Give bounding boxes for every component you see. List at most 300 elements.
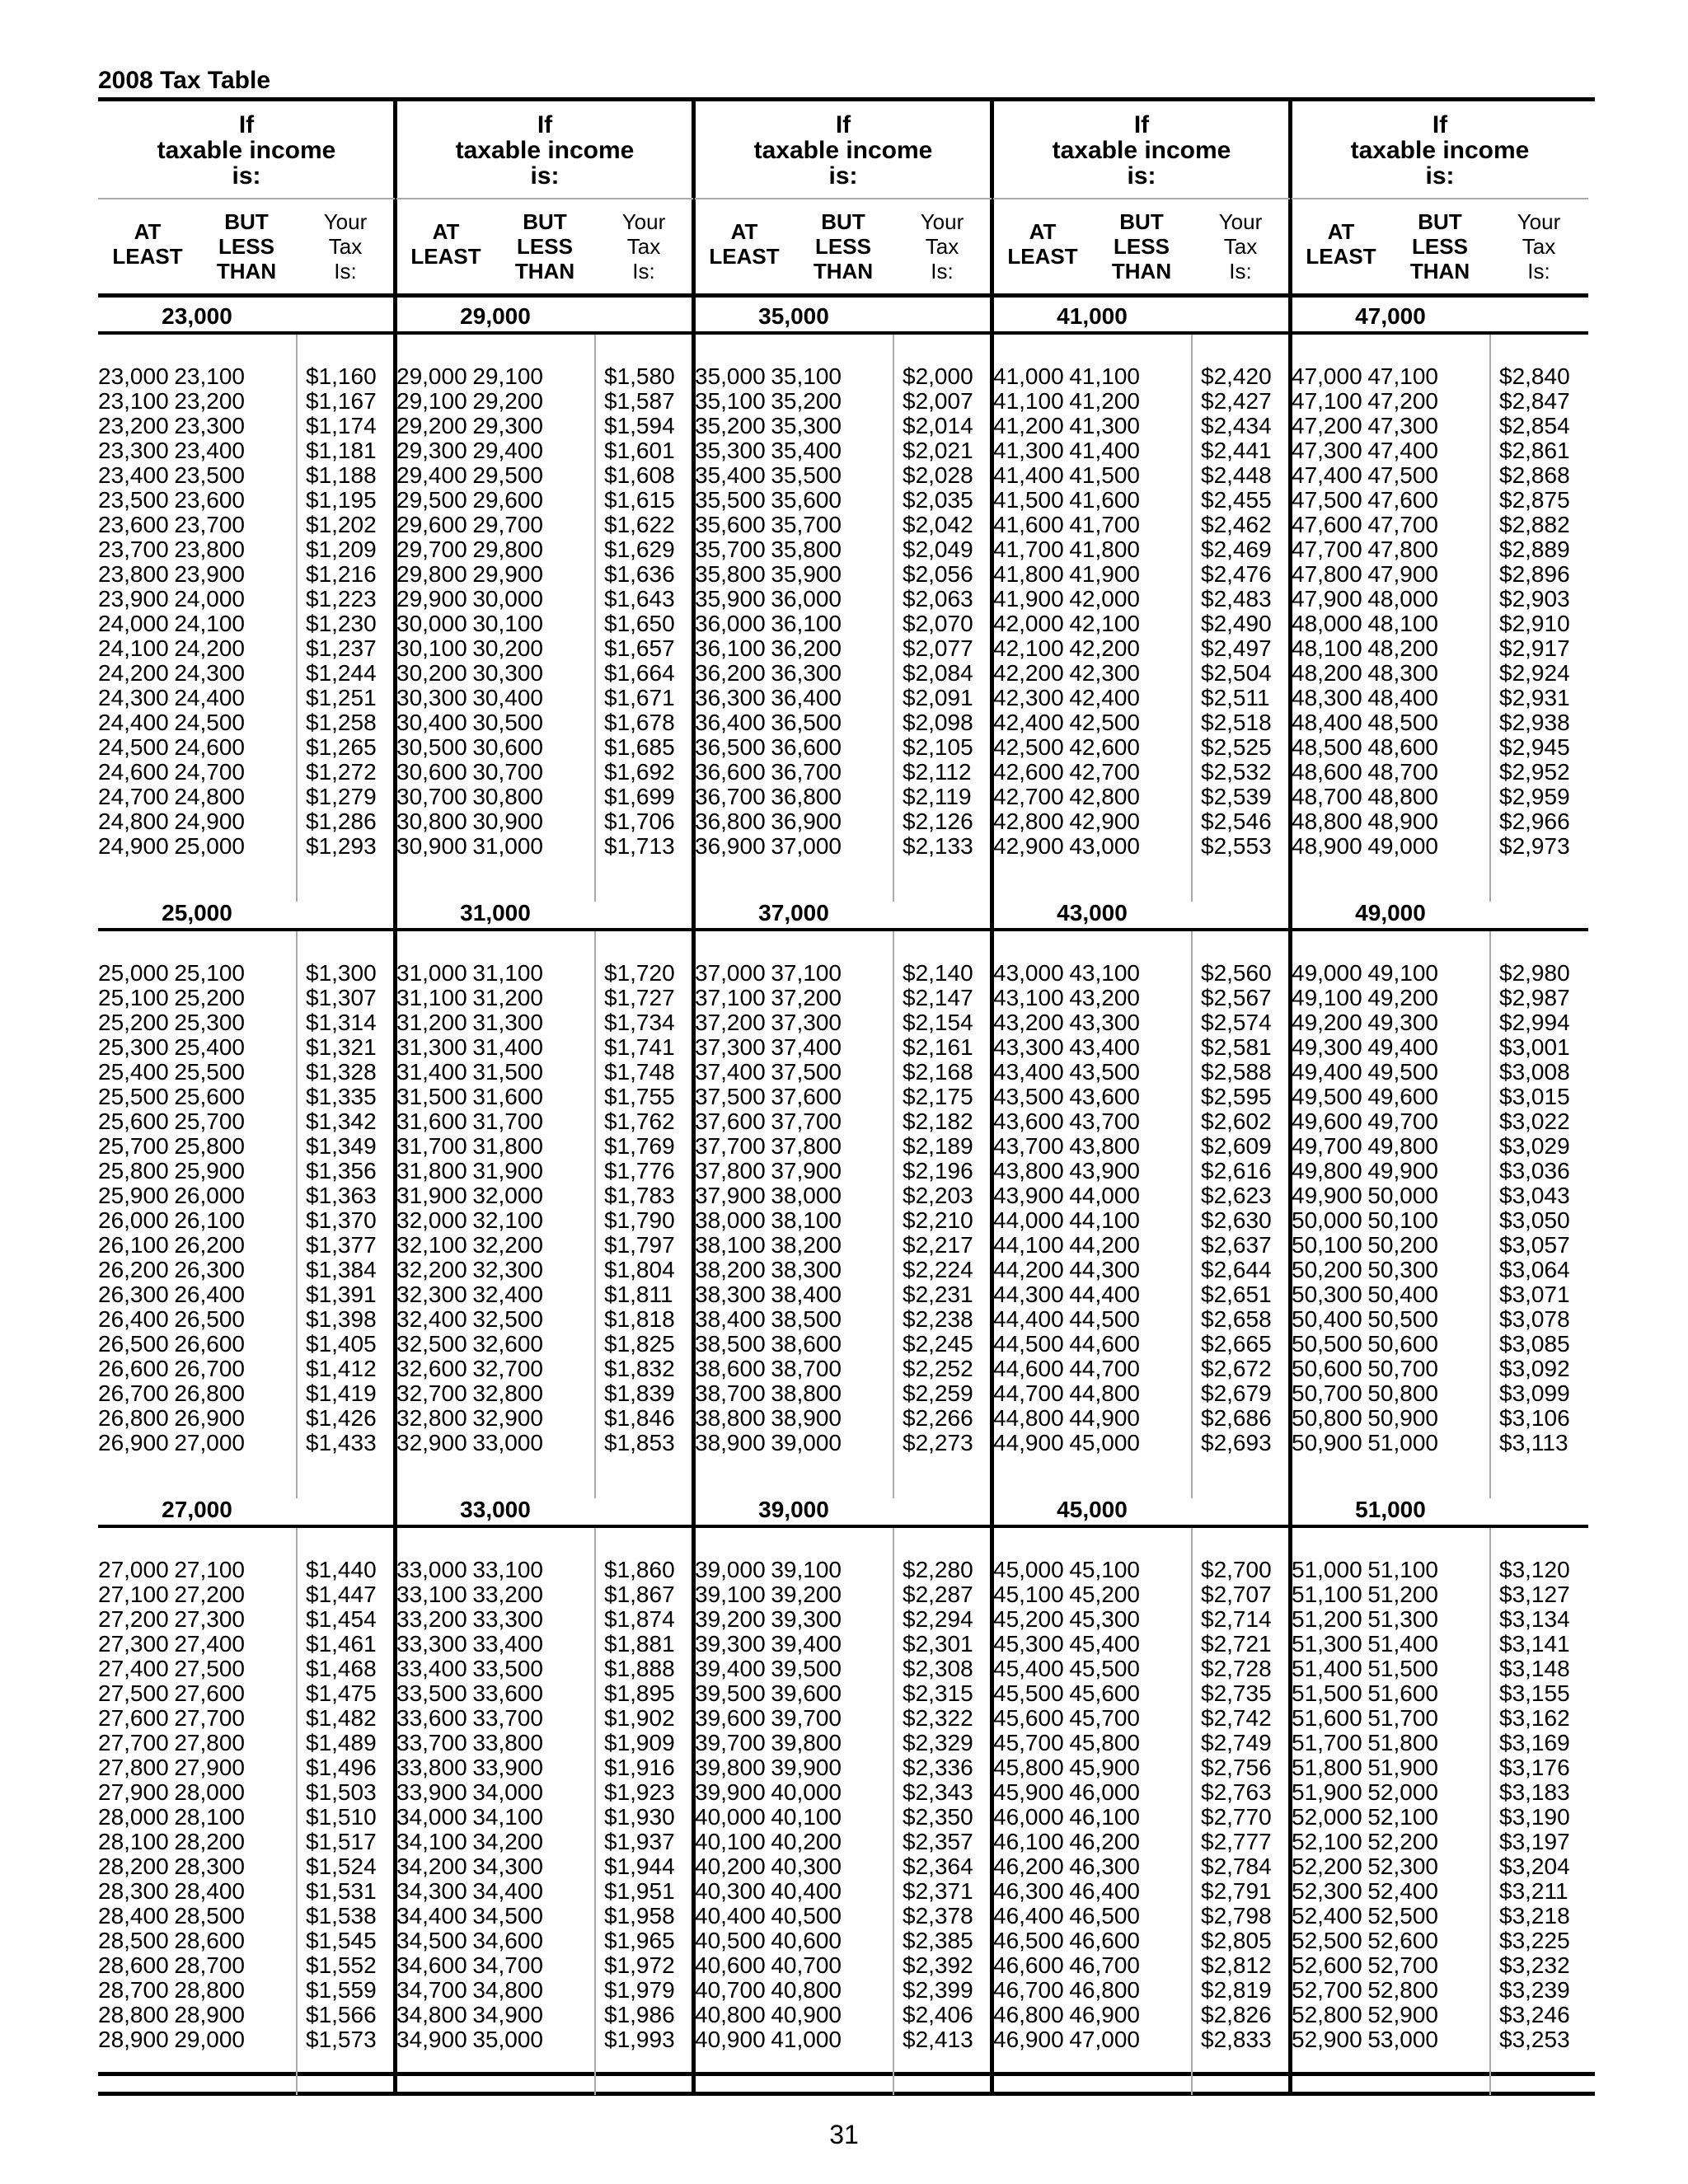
at-least-value: 45,200 <box>993 1606 1064 1632</box>
but-less-than-value: 23,600 <box>174 487 245 513</box>
tax-value: $1,552 <box>306 1952 377 1978</box>
tax-value: $1,363 <box>306 1183 377 1208</box>
but-less-than-value: 36,400 <box>771 685 842 710</box>
table-row <box>993 537 1290 562</box>
at-least-value: 49,600 <box>1292 1108 1362 1134</box>
table-row <box>1292 1035 1588 1060</box>
tax-value: $2,924 <box>1499 660 1570 686</box>
but-less-than-value: 27,800 <box>174 1730 245 1755</box>
table-row <box>695 1657 992 1681</box>
header-word: AT <box>1327 219 1355 244</box>
tax-value: $1,965 <box>604 1928 675 1953</box>
table-row <box>396 661 693 686</box>
but-less-than-value: 37,000 <box>771 833 842 859</box>
at-least-value: 32,300 <box>396 1282 467 1307</box>
at-least-value: 39,600 <box>695 1705 766 1731</box>
at-least-header <box>98 219 197 269</box>
tax-value: $1,160 <box>306 363 377 389</box>
section-label: 25,000 <box>162 900 232 926</box>
but-less-than-value: 39,900 <box>771 1755 842 1780</box>
table-row <box>695 1731 992 1755</box>
header-bottom-rule <box>98 293 395 298</box>
but-less-than-value: 41,700 <box>1069 512 1140 537</box>
table-row <box>396 1010 693 1035</box>
tax-value: $1,370 <box>306 1207 377 1233</box>
but-less-than-value: 31,500 <box>472 1059 543 1085</box>
at-least-value: 30,900 <box>396 833 467 859</box>
but-less-than-value: 29,100 <box>472 363 543 389</box>
tax-value: $1,650 <box>604 611 675 636</box>
tax-value: $1,377 <box>306 1232 377 1258</box>
tax-value: $1,391 <box>306 1282 377 1307</box>
section-rule <box>695 331 992 335</box>
at-least-value: 25,600 <box>98 1108 169 1134</box>
but-less-than-value: 44,100 <box>1069 1207 1140 1233</box>
table-row <box>98 1431 395 1455</box>
table-row <box>396 834 693 859</box>
but-less-than-value: 51,100 <box>1367 1557 1438 1582</box>
tax-value: $2,560 <box>1201 960 1272 986</box>
table-row <box>695 1978 992 2003</box>
tax-value: $2,952 <box>1499 759 1570 785</box>
at-least-value: 30,400 <box>396 710 467 735</box>
at-least-value: 27,800 <box>98 1755 169 1780</box>
table-row <box>98 488 395 513</box>
tax-value: $1,265 <box>306 734 377 760</box>
tax-value: $2,686 <box>1201 1405 1272 1431</box>
at-least-value: 23,100 <box>98 388 169 414</box>
at-least-value: 52,500 <box>1292 1928 1362 1953</box>
table-row <box>396 1258 693 1282</box>
tax-value: $1,832 <box>604 1356 675 1381</box>
but-less-than-value: 49,100 <box>1367 960 1438 986</box>
section-rule <box>396 928 693 931</box>
section-label: 51,000 <box>1355 1497 1426 1522</box>
tax-value: $2,889 <box>1499 537 1570 562</box>
but-less-than-value: 26,200 <box>174 1232 245 1258</box>
table-row <box>396 1381 693 1406</box>
tax-value: $3,120 <box>1499 1557 1570 1582</box>
at-least-value: 47,800 <box>1292 561 1362 587</box>
but-less-than-value: 39,800 <box>771 1730 842 1755</box>
at-least-value: 48,600 <box>1292 759 1362 785</box>
at-least-value: 51,500 <box>1292 1680 1362 1706</box>
at-least-value: 33,700 <box>396 1730 467 1755</box>
but-less-than-value: 24,900 <box>174 808 245 834</box>
table-row <box>695 414 992 438</box>
at-least-value: 52,000 <box>1292 1804 1362 1830</box>
but-less-than-value: 27,500 <box>174 1656 245 1681</box>
but-less-than-value: 30,900 <box>472 808 543 834</box>
table-row <box>1292 513 1588 537</box>
but-less-than-value: 49,200 <box>1367 985 1438 1010</box>
at-least-value: 23,200 <box>98 413 169 438</box>
tax-value: $1,895 <box>604 1680 675 1706</box>
but-less-than-value: 30,700 <box>472 759 543 785</box>
tax-value: $2,532 <box>1201 759 1272 785</box>
but-less-than-value: 26,800 <box>174 1380 245 1406</box>
table-row <box>993 1632 1290 1657</box>
but-less-than-value: 34,100 <box>472 1804 543 1830</box>
table-row <box>98 612 395 636</box>
but-less-than-value: 47,000 <box>1069 2027 1140 2052</box>
but-less-than-value: 33,500 <box>472 1656 543 1681</box>
table-row <box>396 1755 693 1780</box>
table-row <box>993 961 1290 986</box>
at-least-value: 50,000 <box>1292 1207 1362 1233</box>
at-least-value: 38,600 <box>695 1356 766 1381</box>
at-least-value: 47,000 <box>1292 363 1362 389</box>
table-row <box>695 1879 992 1904</box>
table-row <box>695 2027 992 2052</box>
at-least-value: 36,800 <box>695 808 766 834</box>
tax-value: $3,253 <box>1499 2027 1570 2052</box>
header-separator <box>993 198 1290 199</box>
but-less-than-value: 45,400 <box>1069 1631 1140 1657</box>
table-row <box>993 463 1290 488</box>
header-line: is: <box>1425 162 1455 190</box>
but-less-than-value: 52,500 <box>1367 1903 1438 1929</box>
tax-value: $2,063 <box>903 586 973 612</box>
at-least-value: 32,600 <box>396 1356 467 1381</box>
at-least-value: 40,800 <box>695 2002 766 2027</box>
table-row <box>993 2003 1290 2027</box>
but-less-than-value: 24,800 <box>174 784 245 809</box>
at-least-value: 32,800 <box>396 1405 467 1431</box>
table-row <box>98 1381 395 1406</box>
but-less-than-header <box>495 209 594 284</box>
at-least-value: 45,900 <box>993 1779 1064 1805</box>
table-row <box>993 1381 1290 1406</box>
but-less-than-value: 41,400 <box>1069 438 1140 463</box>
header-word: AT <box>1029 219 1057 244</box>
table-row <box>396 961 693 986</box>
table-row <box>1292 1060 1588 1085</box>
tax-value: $1,881 <box>604 1631 675 1657</box>
section-rows <box>993 961 1290 1455</box>
tax-value: $3,190 <box>1499 1804 1570 1830</box>
tax-value: $1,860 <box>604 1557 675 1582</box>
at-least-value: 44,800 <box>993 1405 1064 1431</box>
tax-value: $2,315 <box>903 1680 973 1706</box>
but-less-than-value: 39,400 <box>771 1631 842 1657</box>
section-rows <box>993 1558 1290 2052</box>
tax-value: $1,356 <box>306 1158 377 1183</box>
table-row <box>993 785 1290 809</box>
header-bottom-rule <box>695 293 992 298</box>
tax-value: $1,342 <box>306 1108 377 1134</box>
table-row <box>1292 1159 1588 1183</box>
but-less-than-value: 48,600 <box>1367 734 1438 760</box>
section-label: 39,000 <box>758 1497 829 1522</box>
table-row <box>396 785 693 809</box>
at-least-value: 41,100 <box>993 388 1064 414</box>
at-least-value: 25,500 <box>98 1084 169 1109</box>
but-less-than-value: 42,800 <box>1069 784 1140 809</box>
at-least-value: 52,600 <box>1292 1952 1362 1978</box>
tax-value: $2,294 <box>903 1606 973 1632</box>
tax-value: $3,029 <box>1499 1133 1570 1159</box>
at-least-value: 50,400 <box>1292 1306 1362 1332</box>
tax-value: $1,559 <box>306 1977 377 2003</box>
at-least-value: 37,500 <box>695 1084 766 1109</box>
at-least-value: 34,100 <box>396 1829 467 1854</box>
but-less-than-value: 40,100 <box>771 1804 842 1830</box>
at-least-header <box>993 219 1092 269</box>
tax-value: $3,197 <box>1499 1829 1570 1854</box>
tax-value: $2,707 <box>1201 1582 1272 1607</box>
section-rows <box>98 1558 395 2052</box>
tax-value: $2,175 <box>903 1084 973 1109</box>
at-least-value: 41,000 <box>993 363 1064 389</box>
table-row <box>98 760 395 785</box>
tax-value: $1,517 <box>306 1829 377 1854</box>
table-row <box>98 414 395 438</box>
at-least-value: 27,000 <box>98 1557 169 1582</box>
but-less-than-value: 23,100 <box>174 363 245 389</box>
table-row <box>396 1307 693 1332</box>
but-less-than-value: 43,800 <box>1069 1133 1140 1159</box>
at-least-value: 31,200 <box>396 1010 467 1035</box>
tax-value: $2,350 <box>903 1804 973 1830</box>
tax-value: $1,706 <box>604 808 675 834</box>
but-less-than-value: 35,700 <box>771 512 842 537</box>
at-least-value: 32,700 <box>396 1380 467 1406</box>
tax-value: $2,147 <box>903 985 973 1010</box>
tax-value: $3,148 <box>1499 1656 1570 1681</box>
tax-value: $1,258 <box>306 710 377 735</box>
table-row <box>1292 1381 1588 1406</box>
but-less-than-value: 51,000 <box>1367 1430 1438 1455</box>
but-less-than-value: 39,100 <box>771 1557 842 1582</box>
at-least-value: 44,400 <box>993 1306 1064 1332</box>
at-least-value: 30,700 <box>396 784 467 809</box>
but-less-than-value: 50,300 <box>1367 1257 1438 1282</box>
but-less-than-value: 31,800 <box>472 1133 543 1159</box>
at-least-value: 47,300 <box>1292 438 1362 463</box>
but-less-than-value: 38,800 <box>771 1380 842 1406</box>
table-row <box>396 587 693 612</box>
table-row <box>396 2027 693 2052</box>
but-less-than-value: 30,800 <box>472 784 543 809</box>
table-row <box>695 1258 992 1282</box>
but-less-than-value: 29,000 <box>174 2027 245 2052</box>
but-less-than-value: 26,900 <box>174 1405 245 1431</box>
table-row <box>695 1929 992 1953</box>
but-less-than-value: 51,200 <box>1367 1582 1438 1607</box>
table-row <box>396 1681 693 1706</box>
table-row <box>695 438 992 463</box>
but-less-than-value: 48,000 <box>1367 586 1438 612</box>
but-less-than-value: 35,100 <box>771 363 842 389</box>
section-rows <box>98 364 395 859</box>
tax-value: $1,307 <box>306 985 377 1010</box>
but-less-than-value: 39,300 <box>771 1606 842 1632</box>
table-row <box>993 364 1290 389</box>
but-less-than-value: 37,700 <box>771 1108 842 1134</box>
but-less-than-value: 25,400 <box>174 1034 245 1060</box>
tax-value: $2,455 <box>1201 487 1272 513</box>
but-less-than-value: 44,800 <box>1069 1380 1140 1406</box>
tax-value: $1,566 <box>306 2002 377 2027</box>
but-less-than-value: 38,200 <box>771 1232 842 1258</box>
table-row <box>993 587 1290 612</box>
tax-value: $1,839 <box>604 1380 675 1406</box>
table-row <box>396 1357 693 1381</box>
but-less-than-value: 43,100 <box>1069 960 1140 986</box>
table-row <box>695 834 992 859</box>
at-least-value: 42,900 <box>993 833 1064 859</box>
tax-value: $3,085 <box>1499 1331 1570 1357</box>
tax-value: $2,420 <box>1201 363 1272 389</box>
tax-value: $2,973 <box>1499 833 1570 859</box>
but-less-than-value: 38,100 <box>771 1207 842 1233</box>
tax-value: $2,525 <box>1201 734 1272 760</box>
tax-value: $3,246 <box>1499 2002 1570 2027</box>
table-row <box>993 562 1290 587</box>
but-less-than-value: 38,300 <box>771 1257 842 1282</box>
tax-value: $1,279 <box>306 784 377 809</box>
but-less-than-value: 37,900 <box>771 1158 842 1183</box>
section-rule <box>98 1525 395 1528</box>
at-least-value: 38,900 <box>695 1430 766 1455</box>
header-word: Tax <box>925 234 959 259</box>
table-row <box>695 1282 992 1307</box>
at-least-value: 25,800 <box>98 1158 169 1183</box>
tax-value: $2,273 <box>903 1430 973 1455</box>
table-row <box>695 809 992 834</box>
tax-value: $1,825 <box>604 1331 675 1357</box>
at-least-value: 23,700 <box>98 537 169 562</box>
but-less-than-value: 37,300 <box>771 1010 842 1035</box>
but-less-than-value: 26,300 <box>174 1257 245 1282</box>
tax-value: $1,699 <box>604 784 675 809</box>
table-row <box>1292 710 1588 735</box>
at-least-value: 50,700 <box>1292 1380 1362 1406</box>
tax-value: $2,490 <box>1201 611 1272 636</box>
but-less-than-value: 43,200 <box>1069 985 1140 1010</box>
column-2 <box>396 101 693 2096</box>
tax-value: $2,595 <box>1201 1084 1272 1109</box>
tax-value: $1,979 <box>604 1977 675 2003</box>
table-row <box>993 1929 1290 1953</box>
at-least-value: 28,000 <box>98 1804 169 1830</box>
but-less-than-value: 25,700 <box>174 1108 245 1134</box>
column-5 <box>1292 101 1588 2096</box>
but-less-than-value: 47,600 <box>1367 487 1438 513</box>
but-less-than-value: 30,200 <box>472 635 543 661</box>
at-least-value: 35,200 <box>695 413 766 438</box>
table-row <box>98 1307 395 1332</box>
table-row <box>98 686 395 710</box>
at-least-value: 28,700 <box>98 1977 169 2003</box>
but-less-than-value: 51,400 <box>1367 1631 1438 1657</box>
tax-value: $2,651 <box>1201 1282 1272 1307</box>
table-row <box>993 1307 1290 1332</box>
but-less-than-value: 44,600 <box>1069 1331 1140 1357</box>
at-least-value: 49,700 <box>1292 1133 1362 1159</box>
at-least-value: 33,100 <box>396 1582 467 1607</box>
tax-value: $1,531 <box>306 1878 377 1904</box>
at-least-value: 43,200 <box>993 1010 1064 1035</box>
table-row <box>993 1109 1290 1134</box>
tax-value: $1,384 <box>306 1257 377 1282</box>
at-least-value: 32,900 <box>396 1430 467 1455</box>
tax-value: $2,742 <box>1201 1705 1272 1731</box>
table-row <box>1292 760 1588 785</box>
table-row <box>1292 1780 1588 1805</box>
at-least-value: 23,900 <box>98 586 169 612</box>
tax-value: $1,867 <box>604 1582 675 1607</box>
tax-value: $2,049 <box>903 537 973 562</box>
tax-value: $2,462 <box>1201 512 1272 537</box>
table-row <box>1292 1085 1588 1109</box>
but-less-than-value: 51,600 <box>1367 1680 1438 1706</box>
at-least-value: 28,800 <box>98 2002 169 2027</box>
at-least-value: 30,800 <box>396 808 467 834</box>
table-row <box>695 785 992 809</box>
table-row <box>1292 1357 1588 1381</box>
at-least-value: 25,200 <box>98 1010 169 1035</box>
at-least-header <box>695 219 794 269</box>
at-least-header <box>1292 219 1390 269</box>
table-row <box>98 1854 395 1879</box>
but-less-than-value: 41,900 <box>1069 561 1140 587</box>
but-less-than-value: 45,000 <box>1069 1430 1140 1455</box>
at-least-value: 46,400 <box>993 1903 1064 1929</box>
table-row <box>1292 1282 1588 1307</box>
header-line: is: <box>828 162 858 190</box>
but-less-than-value: 27,200 <box>174 1582 245 1607</box>
header-separator <box>98 198 395 199</box>
tax-value: $3,064 <box>1499 1257 1570 1282</box>
table-row <box>98 961 395 986</box>
tax-value: $2,623 <box>1201 1183 1272 1208</box>
but-less-than-value: 37,200 <box>771 985 842 1010</box>
tax-value: $3,106 <box>1499 1405 1570 1431</box>
but-less-than-value: 38,000 <box>771 1183 842 1208</box>
table-row <box>695 986 992 1010</box>
but-less-than-value: 52,100 <box>1367 1804 1438 1830</box>
but-less-than-value: 34,900 <box>472 2002 543 2027</box>
table-row <box>993 1134 1290 1159</box>
tax-value: $1,286 <box>306 808 377 834</box>
tax-value: $2,469 <box>1201 537 1272 562</box>
table-row <box>695 661 992 686</box>
table-row <box>98 809 395 834</box>
table-row <box>1292 1879 1588 1904</box>
but-less-than-value: 41,000 <box>771 2027 842 2052</box>
at-least-value: 37,600 <box>695 1108 766 1134</box>
tax-value: $1,916 <box>604 1755 675 1780</box>
at-least-value: 45,400 <box>993 1656 1064 1681</box>
table-row <box>695 1558 992 1582</box>
table-row <box>695 1406 992 1431</box>
but-less-than-value: 31,900 <box>472 1158 543 1183</box>
section-rows <box>1292 961 1588 1455</box>
header-line: taxable income <box>753 137 933 164</box>
but-less-than-value: 38,400 <box>771 1282 842 1307</box>
table-row <box>993 1085 1290 1109</box>
at-least-value: 52,400 <box>1292 1903 1362 1929</box>
table-row <box>1292 1929 1588 1953</box>
tax-value: $3,043 <box>1499 1183 1570 1208</box>
tax-value: $1,685 <box>604 734 675 760</box>
tax-value: $3,050 <box>1499 1207 1570 1233</box>
table-row <box>695 1085 992 1109</box>
at-least-value: 36,600 <box>695 759 766 785</box>
header-line: taxable income <box>455 137 635 164</box>
